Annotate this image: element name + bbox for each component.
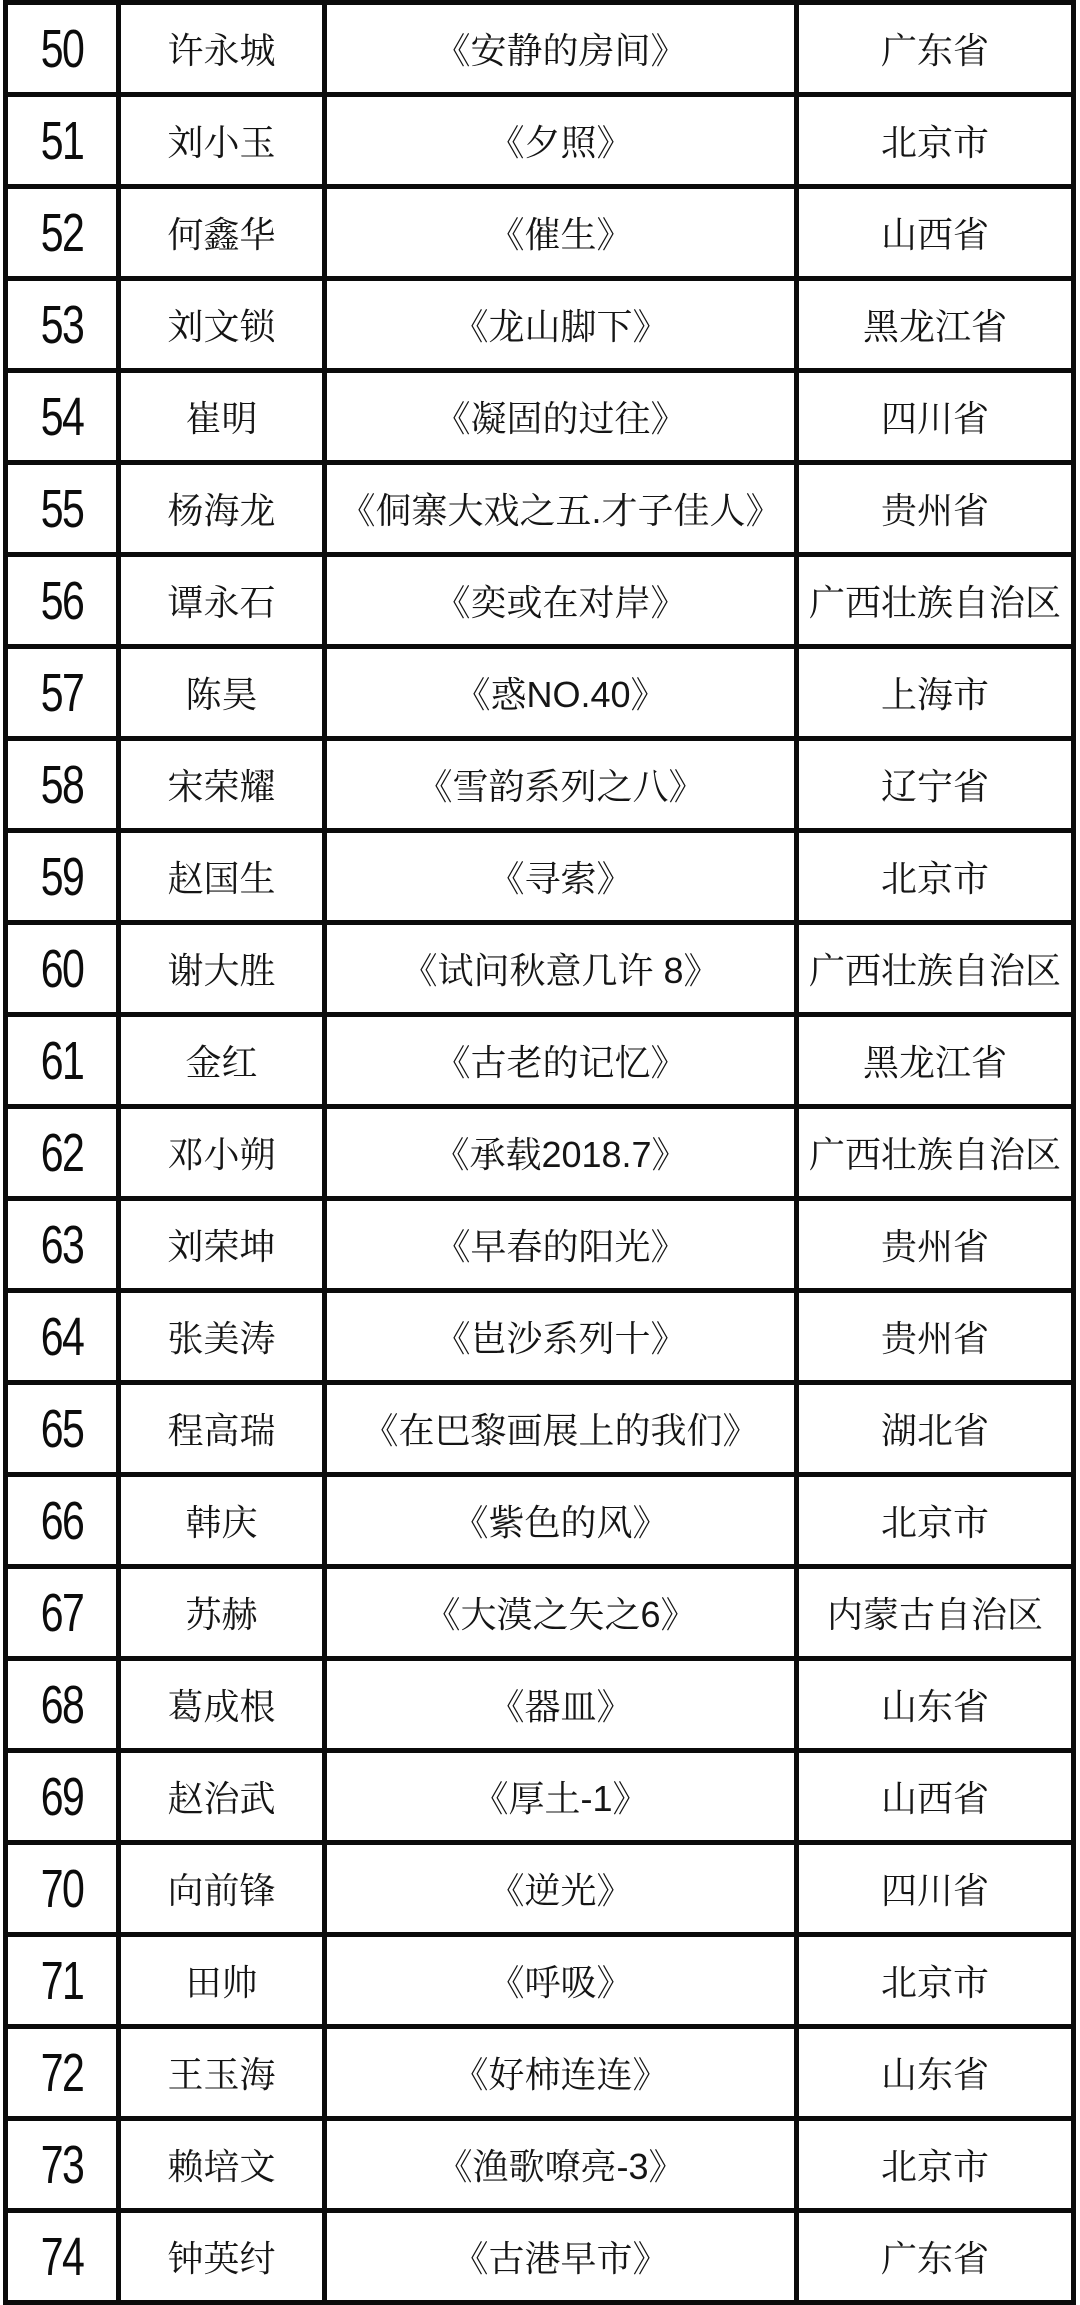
rank-number: 62 xyxy=(40,1122,84,1183)
artwork-title-cell: 《紫色的风》 xyxy=(325,1475,797,1567)
rank-cell xyxy=(6,2211,119,2303)
province-cell: 北京市 xyxy=(797,831,1074,923)
province-cell: 贵州省 xyxy=(797,1291,1074,1383)
rank-cell xyxy=(6,923,119,1015)
table-row xyxy=(6,1107,1074,1199)
table-row xyxy=(6,1383,1074,1475)
rank-cell xyxy=(6,1935,119,2027)
artwork-title-cell: 《器皿》 xyxy=(325,1659,797,1751)
province-cell: 湖北省 xyxy=(797,1383,1074,1475)
author-cell: 赵治武 xyxy=(119,1751,325,1843)
artwork-title-cell: 《催生》 xyxy=(325,187,797,279)
artwork-title-cell: 《逆光》 xyxy=(325,1843,797,1935)
table-row xyxy=(6,2211,1074,2303)
province-cell: 北京市 xyxy=(797,1475,1074,1567)
rank-number: 50 xyxy=(40,18,84,79)
rank-number: 74 xyxy=(40,2226,84,2287)
province-cell: 北京市 xyxy=(797,2119,1074,2211)
province-cell: 山东省 xyxy=(797,1659,1074,1751)
author-cell: 陈昊 xyxy=(119,647,325,739)
author-cell: 葛成根 xyxy=(119,1659,325,1751)
rank-number: 72 xyxy=(40,2042,84,2103)
author-cell: 张美涛 xyxy=(119,1291,325,1383)
artwork-title-cell: 《龙山脚下》 xyxy=(325,279,797,371)
rank-number: 73 xyxy=(40,2134,84,2195)
artwork-title-cell: 《呼吸》 xyxy=(325,1935,797,2027)
table-row xyxy=(6,463,1074,555)
rank-cell xyxy=(6,1475,119,1567)
author-cell: 赖培文 xyxy=(119,2119,325,2211)
rank-cell xyxy=(6,1843,119,1935)
table-row xyxy=(6,1291,1074,1383)
province-cell: 山东省 xyxy=(797,2027,1074,2119)
rank-number: 52 xyxy=(40,202,84,263)
artwork-title-cell: 《古港早市》 xyxy=(325,2211,797,2303)
author-cell: 杨海龙 xyxy=(119,463,325,555)
province-cell: 北京市 xyxy=(797,95,1074,187)
table-row xyxy=(6,1843,1074,1935)
table-row xyxy=(6,1015,1074,1107)
rank-cell xyxy=(6,95,119,187)
author-cell: 向前锋 xyxy=(119,1843,325,1935)
artwork-title-cell: 《凝固的过往》 xyxy=(325,371,797,463)
rank-cell xyxy=(6,555,119,647)
province-cell: 广东省 xyxy=(797,3,1074,95)
table-row xyxy=(6,739,1074,831)
artwork-title-cell: 《承载2018.7》 xyxy=(325,1107,797,1199)
table-row xyxy=(6,1935,1074,2027)
author-cell: 韩庆 xyxy=(119,1475,325,1567)
table-row xyxy=(6,371,1074,463)
province-cell: 广西壮族自治区 xyxy=(797,555,1074,647)
rank-number: 61 xyxy=(40,1030,84,1091)
table-body xyxy=(6,3,1074,2303)
rank-cell xyxy=(6,1567,119,1659)
rank-cell xyxy=(6,1291,119,1383)
author-cell: 刘小玉 xyxy=(119,95,325,187)
rank-cell xyxy=(6,1751,119,1843)
author-cell: 许永城 xyxy=(119,3,325,95)
author-cell: 崔明 xyxy=(119,371,325,463)
table-row xyxy=(6,279,1074,371)
rank-number: 69 xyxy=(40,1766,84,1827)
table-row xyxy=(6,95,1074,187)
province-cell: 贵州省 xyxy=(797,1199,1074,1291)
province-cell: 辽宁省 xyxy=(797,739,1074,831)
province-cell: 广西壮族自治区 xyxy=(797,923,1074,1015)
rank-cell xyxy=(6,371,119,463)
rank-cell xyxy=(6,1199,119,1291)
artwork-title-cell: 《安静的房间》 xyxy=(325,3,797,95)
rank-cell xyxy=(6,187,119,279)
table-row xyxy=(6,1475,1074,1567)
table-row xyxy=(6,2119,1074,2211)
author-cell: 刘荣坤 xyxy=(119,1199,325,1291)
rank-number: 51 xyxy=(40,110,84,171)
artwork-title-cell: 《古老的记忆》 xyxy=(325,1015,797,1107)
table-row xyxy=(6,3,1074,95)
rank-number: 56 xyxy=(40,570,84,631)
author-cell: 王玉海 xyxy=(119,2027,325,2119)
artwork-title-cell: 《好柿连连》 xyxy=(325,2027,797,2119)
rank-cell xyxy=(6,2027,119,2119)
rank-cell xyxy=(6,2119,119,2211)
table-row xyxy=(6,1659,1074,1751)
table-row xyxy=(6,187,1074,279)
author-cell: 宋荣耀 xyxy=(119,739,325,831)
rank-cell xyxy=(6,1107,119,1199)
province-cell: 黑龙江省 xyxy=(797,1015,1074,1107)
table-row xyxy=(6,1751,1074,1843)
province-cell: 黑龙江省 xyxy=(797,279,1074,371)
author-cell: 金红 xyxy=(119,1015,325,1107)
province-cell: 山西省 xyxy=(797,1751,1074,1843)
rank-number: 59 xyxy=(40,846,84,907)
province-cell: 四川省 xyxy=(797,1843,1074,1935)
rank-number: 67 xyxy=(40,1582,84,1643)
rank-cell xyxy=(6,3,119,95)
rank-cell xyxy=(6,279,119,371)
rank-number: 54 xyxy=(40,386,84,447)
rank-number: 64 xyxy=(40,1306,84,1367)
province-cell: 山西省 xyxy=(797,187,1074,279)
table-row xyxy=(6,2027,1074,2119)
province-cell: 四川省 xyxy=(797,371,1074,463)
author-cell: 苏赫 xyxy=(119,1567,325,1659)
artwork-title-cell: 《早春的阳光》 xyxy=(325,1199,797,1291)
artwork-title-cell: 《渔歌嘹亮-3》 xyxy=(325,2119,797,2211)
artwork-title-cell: 《大漠之矢之6》 xyxy=(325,1567,797,1659)
artwork-title-cell: 《厚土-1》 xyxy=(325,1751,797,1843)
rank-cell xyxy=(6,647,119,739)
rank-number: 66 xyxy=(40,1490,84,1551)
rank-cell xyxy=(6,1659,119,1751)
artwork-title-cell: 《奕或在对岸》 xyxy=(325,555,797,647)
province-cell: 北京市 xyxy=(797,1935,1074,2027)
author-cell: 程高瑞 xyxy=(119,1383,325,1475)
rank-cell xyxy=(6,831,119,923)
rank-number: 53 xyxy=(40,294,84,355)
table-row xyxy=(6,555,1074,647)
province-cell: 广西壮族自治区 xyxy=(797,1107,1074,1199)
artwork-title-cell: 《寻索》 xyxy=(325,831,797,923)
artwork-title-cell: 《惑NO.40》 xyxy=(325,647,797,739)
province-cell: 贵州省 xyxy=(797,463,1074,555)
author-cell: 谢大胜 xyxy=(119,923,325,1015)
author-cell: 刘文锁 xyxy=(119,279,325,371)
rank-cell xyxy=(6,1015,119,1107)
artwork-title-cell: 《雪韵系列之八》 xyxy=(325,739,797,831)
author-cell: 谭永石 xyxy=(119,555,325,647)
table-row xyxy=(6,923,1074,1015)
artwork-title-cell: 《侗寨大戏之五.才子佳人》 xyxy=(325,463,797,555)
rank-number: 71 xyxy=(40,1950,84,2011)
rank-number: 70 xyxy=(40,1858,84,1919)
rank-number: 58 xyxy=(40,754,84,815)
rank-number: 68 xyxy=(40,1674,84,1735)
author-cell: 田帅 xyxy=(119,1935,325,2027)
table-row xyxy=(6,1199,1074,1291)
table-row xyxy=(6,1567,1074,1659)
rank-number: 65 xyxy=(40,1398,84,1459)
author-cell: 钟英纣 xyxy=(119,2211,325,2303)
artwork-title-cell: 《岜沙系列十》 xyxy=(325,1291,797,1383)
rank-cell xyxy=(6,739,119,831)
province-cell: 内蒙古自治区 xyxy=(797,1567,1074,1659)
province-cell: 广东省 xyxy=(797,2211,1074,2303)
artwork-title-cell: 《在巴黎画展上的我们》 xyxy=(325,1383,797,1475)
results-table xyxy=(3,0,1076,2305)
rank-number: 63 xyxy=(40,1214,84,1275)
author-cell: 邓小朔 xyxy=(119,1107,325,1199)
author-cell: 赵国生 xyxy=(119,831,325,923)
table-row xyxy=(6,647,1074,739)
rank-number: 55 xyxy=(40,478,84,539)
artwork-title-cell: 《试问秋意几许 8》 xyxy=(325,923,797,1015)
table-row xyxy=(6,831,1074,923)
province-cell: 上海市 xyxy=(797,647,1074,739)
rank-number: 57 xyxy=(40,662,84,723)
author-cell: 何鑫华 xyxy=(119,187,325,279)
rank-cell xyxy=(6,1383,119,1475)
rank-cell xyxy=(6,463,119,555)
rank-number: 60 xyxy=(40,938,84,999)
artwork-title-cell: 《夕照》 xyxy=(325,95,797,187)
